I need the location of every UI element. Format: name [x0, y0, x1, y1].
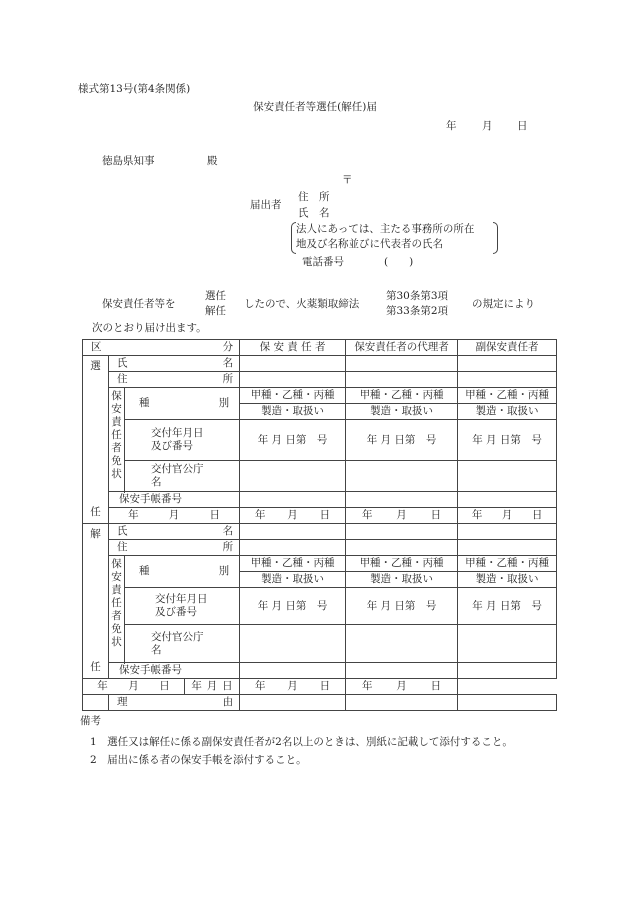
note-item-2: 2 届出に係る者の保安手帳を添付すること。: [90, 754, 307, 766]
statement-suffix: の規定により: [472, 298, 535, 310]
reason-label-b: 由: [222, 696, 234, 708]
statement-line2: 次のとおり届け出ます。: [92, 322, 207, 334]
handbook-label: 保安手帳番号: [109, 492, 240, 508]
statement-article1: 第30条第3項: [386, 290, 449, 302]
corp-note-line1: 法人にあっては、主たる事務所の所在: [296, 223, 475, 235]
dismiss-issuer-col2[interactable]: [346, 625, 458, 663]
appoint-address-row: [83, 372, 557, 388]
appoint-handbook-row: [83, 492, 557, 508]
dismiss-issue-col2[interactable]: 年 月 日第 号: [346, 588, 458, 625]
dismiss-issue-col1[interactable]: 年 月 日第 号: [240, 588, 346, 625]
dismiss-handbook-col1[interactable]: [240, 663, 346, 679]
notes-heading: 備考: [80, 715, 101, 727]
reason-label-a: 理: [117, 696, 128, 708]
reason-col1[interactable]: [240, 695, 346, 711]
appoint-addr-col2[interactable]: [346, 372, 458, 388]
name-label: 氏 名: [298, 207, 330, 219]
note-item-1: 1 選任又は解任に係る副保安責任者が2名以上のときは、別紙に記載して添付すること。: [90, 736, 513, 748]
dismiss-kind2-col2[interactable]: 製造・取扱い: [346, 572, 458, 588]
address-label: 住 所: [298, 191, 330, 203]
dismiss-issuer-col3[interactable]: [458, 625, 557, 663]
appoint-kind-col1[interactable]: 甲種・乙種・丙種: [240, 388, 346, 404]
dismiss-addr-col3[interactable]: [458, 540, 557, 556]
table-header-row: [83, 340, 557, 356]
dismiss-name-col1[interactable]: [240, 524, 346, 540]
dismiss-addr-col2[interactable]: [346, 540, 458, 556]
dismiss-section-cell: [83, 524, 109, 679]
appoint-date-row: 年 月 日 年 月 日 年 月 日 年 月 日: [83, 508, 557, 524]
dismiss-kind2-col1[interactable]: 製造・取扱い: [240, 572, 346, 588]
notes-section: [80, 714, 101, 734]
statement-prefix: 保安責任者等を: [102, 298, 176, 310]
appoint-addr-col3[interactable]: [458, 372, 557, 388]
dismiss-kind-row1: 保 安 責 任 者 免 状 種 別 甲種・乙種・丙種 甲種・乙種・丙種 甲種・乙種・丙種: [83, 556, 557, 572]
date-day-label: 日: [517, 120, 528, 132]
header-col-vice: 副保安責任者: [458, 340, 557, 356]
name-label-b: 名: [222, 357, 234, 369]
dismiss-addr-col1[interactable]: [240, 540, 346, 556]
dismiss-label-top: 解: [90, 528, 101, 540]
dismiss-handbook-label: 保安手帳番号: [109, 663, 240, 679]
dismiss-issuer-col1[interactable]: [240, 625, 346, 663]
appoint-issuer-col2[interactable]: [346, 461, 458, 492]
header-col-deputy: 保安責任者の代理者: [346, 340, 458, 356]
dismiss-kind-col2[interactable]: 甲種・乙種・丙種: [346, 556, 458, 572]
dismiss-issue-date-row: 交付年月日 及び番号 年 月 日第 号 年 月 日第 号 年 月 日第 号: [83, 588, 557, 625]
dismiss-name-row: 解 任 氏 名: [83, 524, 557, 540]
appoint-kind2-col3[interactable]: 製造・取扱い: [458, 404, 557, 420]
addressee-honorific: 殿: [207, 155, 218, 167]
dismiss-handbook-row: [83, 663, 557, 679]
form-title: 保安責任者等選任(解任)届: [253, 101, 377, 113]
appoint-issue-date-row: [83, 420, 557, 461]
appoint-handbook-col1[interactable]: [240, 492, 346, 508]
dismiss-date-row: 年 月 日 年 月 日 年 月 日 年 月 日: [83, 679, 557, 695]
appoint-handbook-col3[interactable]: [458, 492, 557, 508]
appoint-section-cell: [83, 356, 109, 524]
appoint-name-col1[interactable]: [240, 356, 346, 372]
statement-option-dismiss: 解任: [205, 305, 226, 317]
appoint-issue-col3[interactable]: 年 月 日第 号: [458, 420, 557, 461]
dismiss-handbook-col2[interactable]: [346, 663, 458, 679]
reason-col2[interactable]: [346, 695, 458, 711]
postal-mark: 〒: [342, 174, 353, 186]
corp-note-line2: 地及び名称並びに代表者の氏名: [296, 238, 443, 250]
dismiss-label-bottom: 任: [90, 661, 101, 673]
date-year-label: 年: [446, 120, 457, 132]
dismiss-address-row: 住 所: [83, 540, 557, 556]
corp-bracket-right: [493, 222, 498, 254]
header-col-responsible: 保 安 責 任 者: [240, 340, 346, 356]
appoint-name-col2[interactable]: [346, 356, 458, 372]
date-month-label: 月: [482, 120, 493, 132]
dismiss-kind-col1[interactable]: 甲種・乙種・丙種: [240, 556, 346, 572]
applicant-label: 届出者: [250, 199, 282, 211]
appoint-name-row: [83, 356, 557, 372]
reason-col3[interactable]: [458, 695, 557, 711]
appoint-name-col3[interactable]: [458, 356, 557, 372]
phone-parens: ( ): [384, 256, 414, 268]
issue-date-label2: 及び番号: [151, 440, 193, 452]
kind-label-a: 種: [139, 397, 150, 409]
addr-label-a: 住: [117, 373, 128, 385]
dismiss-issue-col3[interactable]: 年 月 日第 号: [458, 588, 557, 625]
issuer-label2: 名: [151, 476, 162, 488]
appoint-issue-col2[interactable]: 年 月 日第 号: [346, 420, 458, 461]
form-number: 様式第13号(第4条関係): [78, 83, 191, 95]
phone-label: 電話番号: [302, 256, 344, 268]
dismiss-kind-col3[interactable]: 甲種・乙種・丙種: [458, 556, 557, 572]
issue-date-label1: 交付年月日: [151, 427, 204, 439]
dismiss-name-col3[interactable]: [458, 524, 557, 540]
dismiss-license-label: 保 安 責 任 者 免 状: [109, 556, 125, 663]
appoint-kind2-col1[interactable]: 製造・取扱い: [240, 404, 346, 420]
appointment-table: [82, 339, 557, 711]
appoint-issuer-col3[interactable]: [458, 461, 557, 492]
appoint-kind2-col2[interactable]: 製造・取扱い: [346, 404, 458, 420]
appoint-license-label: 保 安 責 任 者 免 状: [109, 388, 125, 492]
appoint-issue-col1[interactable]: 年 月 日第 号: [240, 420, 346, 461]
statement-option-appoint: 選任: [205, 290, 226, 302]
appoint-issuer-row: [83, 461, 557, 492]
dismiss-reason-row: [83, 695, 557, 711]
appoint-addr-col1[interactable]: [240, 372, 346, 388]
appoint-kind-col3[interactable]: 甲種・乙種・丙種: [458, 388, 557, 404]
issuer-label1: 交付官公庁: [151, 463, 204, 475]
dismiss-name-col2[interactable]: [346, 524, 458, 540]
dismiss-kind2-col3[interactable]: 製造・取扱い: [458, 572, 557, 588]
dismiss-handbook-col3[interactable]: [458, 663, 557, 679]
appoint-kind-col2[interactable]: 甲種・乙種・丙種: [346, 388, 458, 404]
appoint-handbook-col2[interactable]: [346, 492, 458, 508]
kind-label-b: 別: [218, 397, 230, 409]
addressee-governor: 徳島県知事: [102, 155, 155, 167]
header-ku: 区: [91, 341, 102, 353]
addr-label-b: 所: [222, 373, 234, 385]
header-bun: 分: [222, 341, 234, 353]
appoint-label-bottom: 任: [90, 506, 101, 518]
appoint-issuer-col1[interactable]: [240, 461, 346, 492]
name-label-a: 氏: [117, 357, 128, 369]
statement-middle: したので、火薬類取締法: [244, 298, 360, 310]
appoint-kind-row1: [83, 388, 557, 404]
appoint-label-top: 選: [90, 360, 101, 372]
statement-article2: 第33条第2項: [386, 305, 449, 317]
dismiss-issuer-row: 交付官公庁 名: [83, 625, 557, 663]
